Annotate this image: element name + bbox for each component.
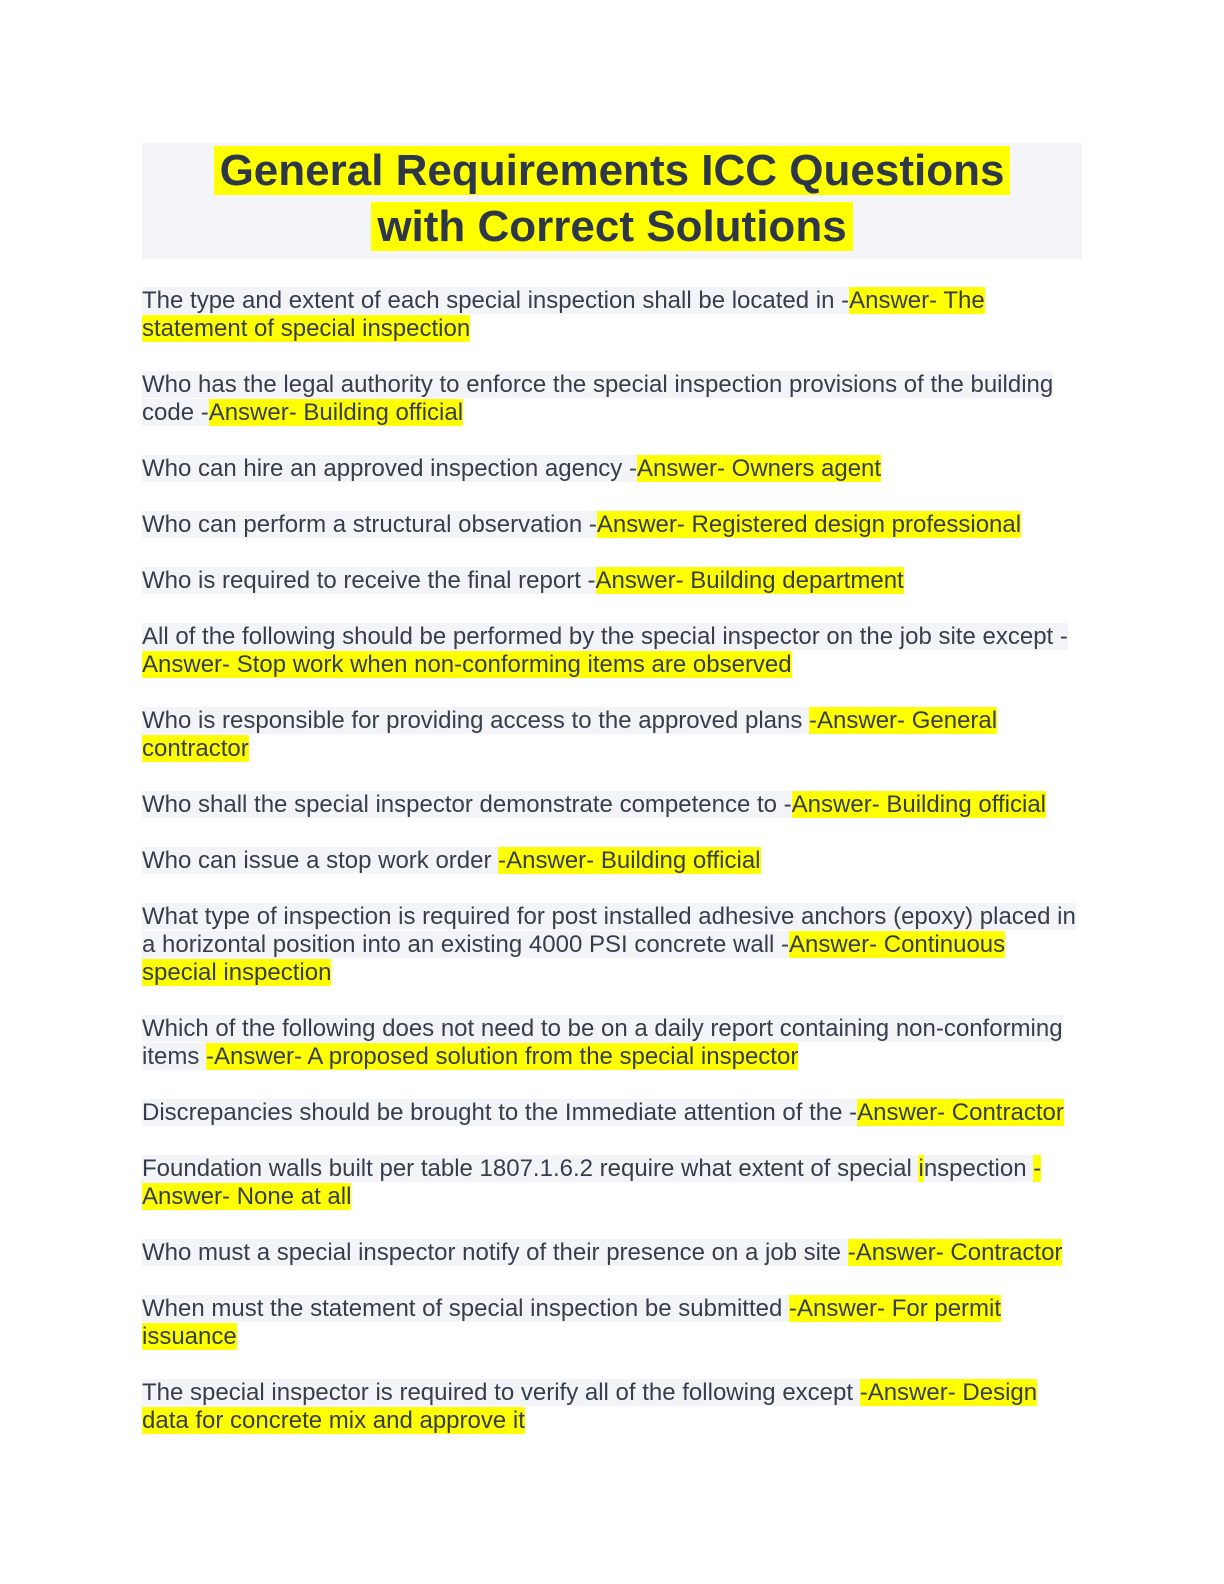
answer-text: -Answer- General contractor: [142, 707, 998, 762]
question-text: What type of inspection is required for post installed adhesive anchors (epoxy) placed in a horizontal position into an existing 4000 PSI concrete wall -: [142, 903, 1076, 958]
question-text: nspection: [923, 1155, 1034, 1182]
qa-item-3: [142, 455, 1082, 483]
question-text: Who shall the special inspector demonstrate competence to -: [142, 791, 792, 818]
answer-text: Answer- Stop work when non-conforming items are observed: [142, 651, 792, 678]
qa-item-7: [142, 707, 1082, 763]
answer-text: Answer- The statement of special inspection: [142, 287, 985, 342]
qa-item-6: [142, 623, 1082, 679]
qa-item-14: [142, 1239, 1082, 1267]
qa-item-16: [142, 1379, 1082, 1435]
question-text: Who has the legal authority to enforce the special inspection provisions of the building code -: [142, 371, 1054, 426]
qa-item-10: [142, 903, 1082, 987]
qa-list: [142, 287, 1082, 1435]
answer-text: Answer- Registered design professional: [596, 511, 1022, 538]
question-text: Who is responsible for providing access to the approved plans: [142, 707, 810, 734]
answer-text: Answer- Continuous special inspection: [142, 931, 1006, 986]
qa-item-11: [142, 1015, 1082, 1071]
question-text: The type and extent of each special inspection shall be located in -: [142, 287, 850, 314]
question-text: All of the following should be performed by the special inspector on the job site except -: [142, 623, 1068, 650]
title-line-1-wrap: [142, 143, 1082, 199]
qa-item-4: [142, 511, 1082, 539]
document-title-block: [142, 143, 1082, 259]
qa-item-1: [142, 287, 1082, 343]
question-text: Who can hire an approved inspection agency -: [142, 455, 637, 482]
answer-text: Answer- Contractor: [857, 1099, 1064, 1126]
answer-text: i: [918, 1155, 924, 1182]
answer-text: Answer- Building official: [791, 791, 1047, 818]
answer-text: -Answer- None at all: [142, 1155, 1042, 1210]
document-title-line-2: with Correct Solutions: [371, 202, 852, 251]
answer-text: Answer- Building official: [208, 399, 464, 426]
qa-item-15: [142, 1295, 1082, 1351]
qa-item-9: [142, 847, 1082, 875]
answer-text: -Answer- A proposed solution from the special inspector: [206, 1043, 799, 1070]
question-text: Who is required to receive the final report -: [142, 567, 596, 594]
answer-text: -Answer- Design data for concrete mix and approve it: [142, 1379, 1038, 1434]
answer-text: -Answer- Contractor: [847, 1239, 1063, 1266]
qa-item-12: [142, 1099, 1082, 1127]
question-text: Foundation walls built per table 1807.1.6.2 require what extent of special: [142, 1155, 919, 1182]
qa-item-2: [142, 371, 1082, 427]
qa-item-5: [142, 567, 1082, 595]
question-text: Who can perform a structural observation -: [142, 511, 597, 538]
question-text: Discrepancies should be brought to the Immediate attention of the -: [142, 1099, 858, 1126]
qa-item-13: [142, 1155, 1082, 1211]
document-title-line-1: General Requirements ICC Questions: [214, 146, 1011, 195]
question-text: When must the statement of special inspection be submitted: [142, 1295, 790, 1322]
question-text: The special inspector is required to verify all of the following except: [142, 1379, 860, 1406]
question-text: Who can issue a stop work order: [142, 847, 499, 874]
answer-text: Answer- Owners agent: [636, 455, 882, 482]
answer-text: Answer- Building department: [595, 567, 904, 594]
qa-item-8: [142, 791, 1082, 819]
answer-text: -Answer- For permit issuance: [142, 1295, 1002, 1350]
question-text: Which of the following does not need to be on a daily report containing non-conforming items: [142, 1015, 1063, 1070]
question-text: Who must a special inspector notify of their presence on a job site: [142, 1239, 848, 1266]
answer-text: -Answer- Building official: [498, 847, 761, 874]
title-line-2-wrap: [142, 199, 1082, 255]
